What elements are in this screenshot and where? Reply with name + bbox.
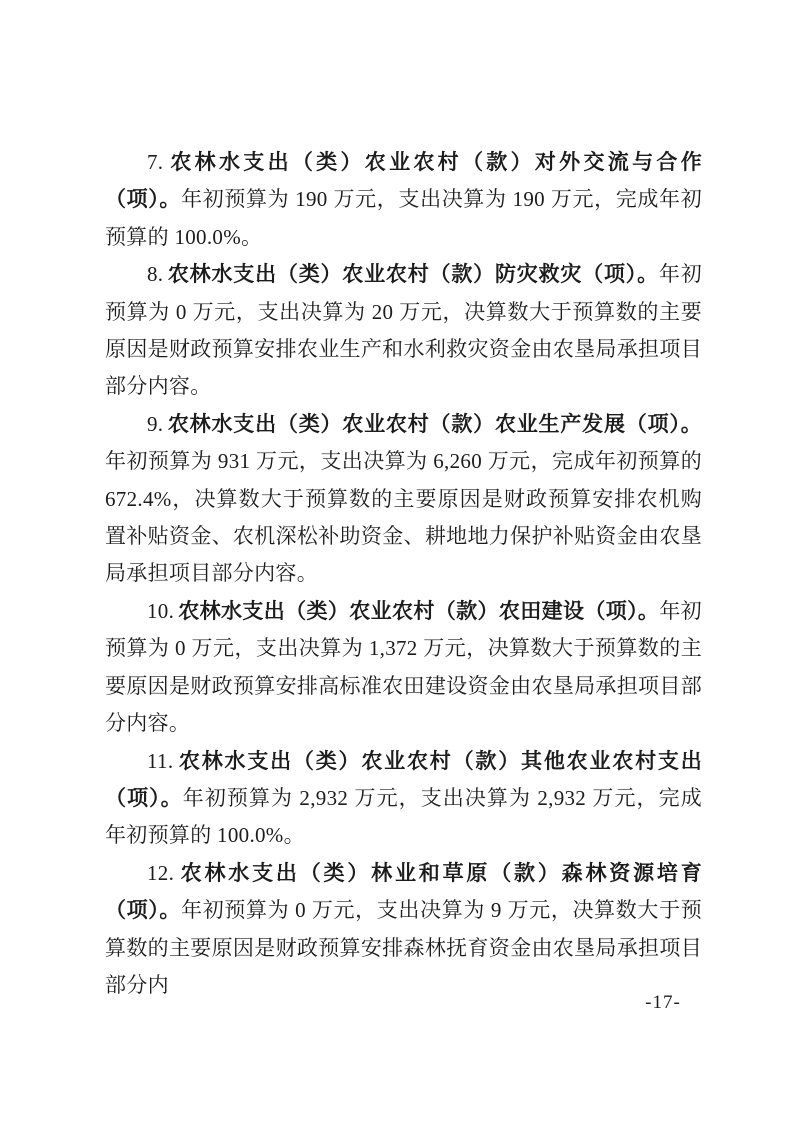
page-number: -17- [645,992,681,1013]
item-heading: 农林水支出（类）农业农村（款）其他农业农村支出（项）。 [105,748,702,810]
paragraph-9 [105,406,702,593]
item-heading: 农林水支出（类）农业农村（款）农业生产发展（项）。 [167,411,702,436]
item-body: 年初预算为 0 万元，支出决算为 1,372 万元，决算数大于预算数的主要原因是财政预算安排高标准农田建设资金由农垦局承担项目部分内容。 [105,598,702,736]
paragraph-11 [105,743,702,855]
item-number: 8. [147,262,164,287]
item-number: 10. [147,598,175,623]
item-heading: 农林水支出（类）林业和草原（款）森林资源培育（项）。 [105,860,702,923]
item-number: 9. [147,411,164,436]
paragraph-10 [105,593,702,743]
paragraph-8 [105,256,702,406]
item-number: 12. [147,860,175,885]
item-body: 年初预算为 931 万元，支出决算为 6,260 万元，完成年初预算的 672.4%，决算数大于预算数的主要原因是财政预算安排农机购置补贴资金、农机深松补助资金、耕地地力保护补贴资金由农垦局承担项目部分内容。 [105,449,702,586]
item-body: 年初预算为 0 万元，支出决算为 9 万元，决算数大于预算数的主要原因是财政预算安排森林抚育资金由农垦局承担项目部分内 [105,898,703,997]
item-heading: 农林水支出（类）农业农村（款）对外交流与合作（项）。 [105,150,702,212]
item-body: 年初预算为 190 万元，支出决算为 190 万元，完成年初预算的 100.0%。 [105,187,702,249]
item-number: 7. [147,150,164,174]
paragraph-12 [105,855,702,1005]
item-body: 年初预算为 2,932 万元，支出决算为 2,932 万元，完成年初预算的 100.0%。 [105,785,702,848]
item-number: 11. [147,748,174,773]
item-heading: 农林水支出（类）农业农村（款）农田建设（项）。 [178,598,660,623]
item-heading: 农林水支出（类）农业农村（款）防灾救灾（项）。 [167,262,659,287]
item-body: 年初预算为 0 万元，支出决算为 20 万元，决算数大于预算数的主要原因是财政预算安排农业生产和水利救灾资金由农垦局承担项目部分内容。 [105,262,702,399]
document-body [105,144,702,1004]
paragraph-7 [105,144,702,256]
